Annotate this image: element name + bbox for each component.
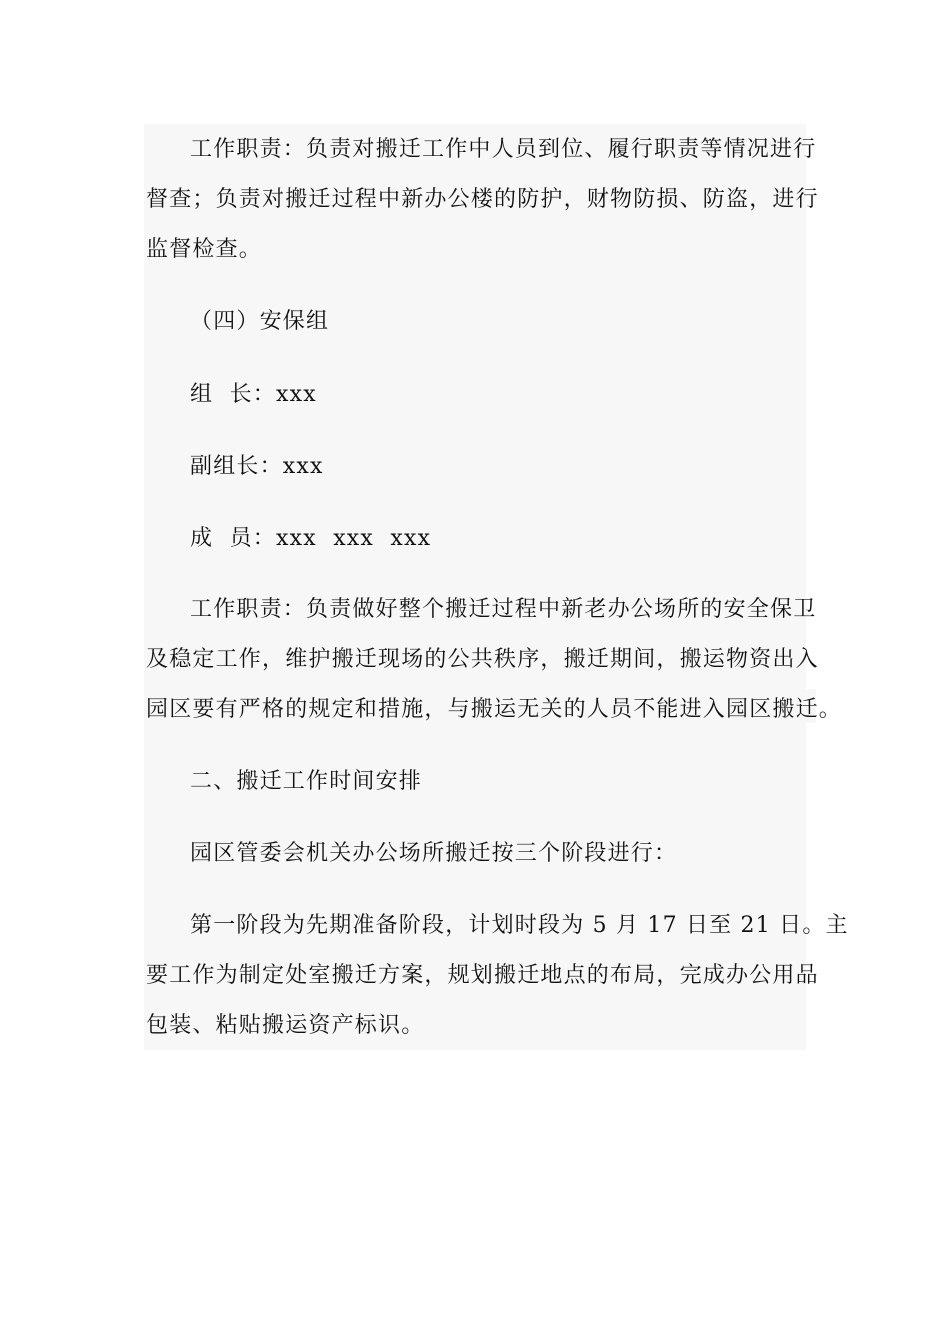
phases-intro: 园区管委会机关办公场所搬迁按三个阶段进行： [190,841,678,866]
phase-1-line-2: 要工作为制定处室搬迁方案，规划搬迁地点的布局，完成办公用品 [146,963,819,988]
duty-paragraph-line-1: 工作职责：负责对搬迁工作中人员到位、履行职责等情况进行 [190,137,817,162]
phase-1-line-3: 包装、粘贴搬运资产标识。 [146,1013,425,1038]
group-leader-line: 组 长：xxx [190,382,317,407]
security-duty-line-2: 及稳定工作，维护搬迁现场的公共秩序，搬迁期间，搬运物资出入 [146,647,819,672]
security-duty-line-3: 园区要有严格的规定和措施，与搬运无关的人员不能进入园区搬迁。 [146,697,843,722]
security-group-heading: （四）安保组 [190,309,330,334]
security-duty-line-1: 工作职责：负责做好整个搬迁过程中新老办公场所的安全保卫 [190,597,817,622]
phase-1-line-1: 第一阶段为先期准备阶段，计划时段为 5 月 17 日至 21 日。主 [190,913,849,938]
duty-paragraph-line-2: 督查；负责对搬迁过程中新办公楼的防护，财物防损、防盗，进行 [146,187,819,212]
members-line: 成 员：xxx xxx xxx [190,526,432,551]
section-2-title: 二、搬迁工作时间安排 [190,769,423,794]
duty-paragraph-line-3: 监督检查。 [146,237,263,262]
deputy-leader-line: 副组长：xxx [190,454,324,479]
